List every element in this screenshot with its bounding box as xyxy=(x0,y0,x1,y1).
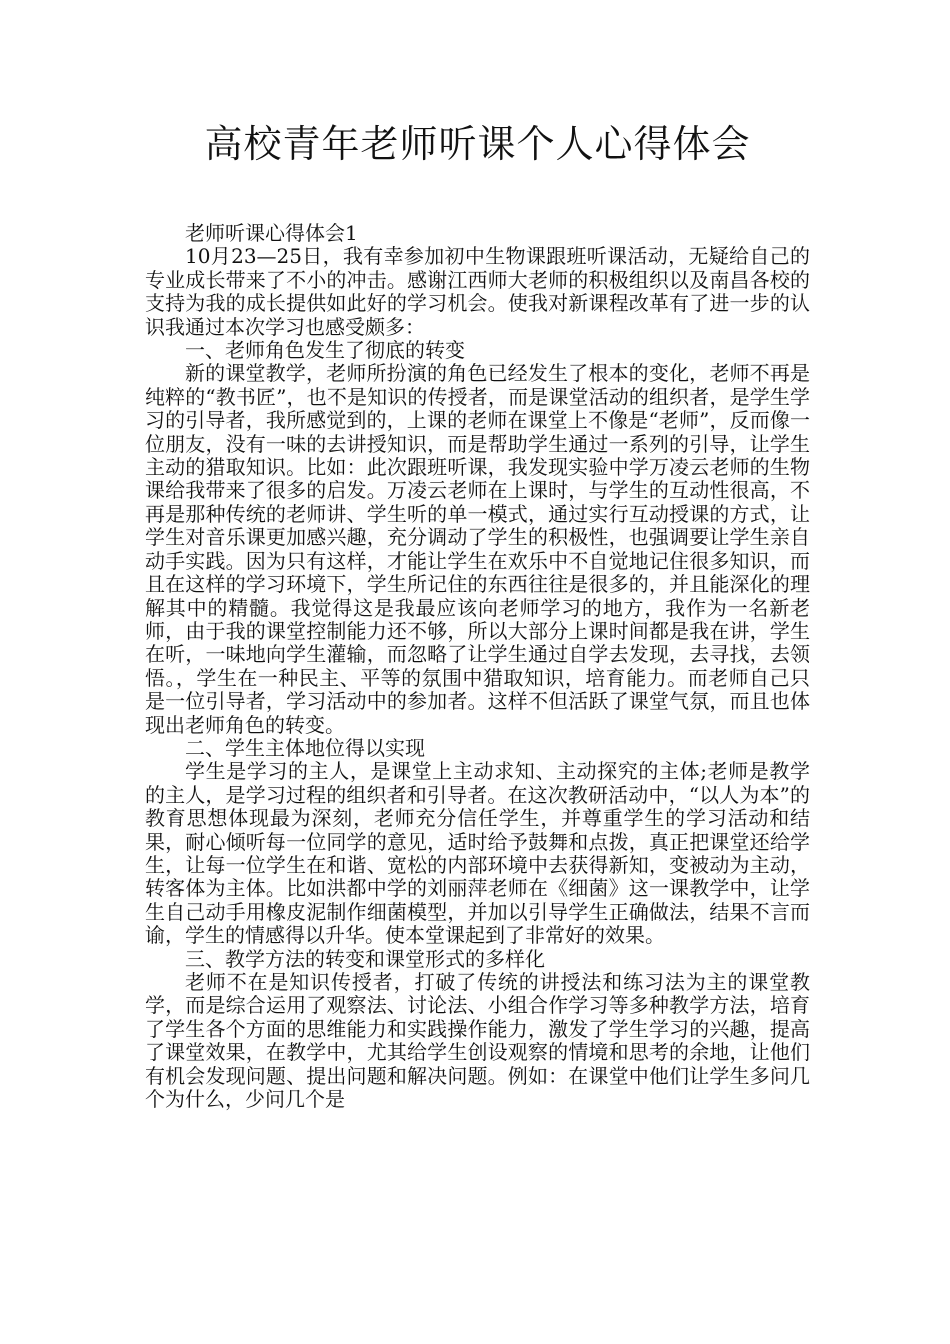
document-title: 高校青年老师听课个人心得体会 xyxy=(204,122,751,166)
subtitle-paragraph: 老师听课心得体会1 xyxy=(185,221,358,245)
document-page xyxy=(145,118,810,1111)
section-heading-3: 三、教学方法的转变和课堂形式的多样化 xyxy=(185,946,545,971)
section-2-paragraph: 学生是学习的主人，是课堂上主动求知、主动探究的主体;老师是教学的主人，是学习过程的组织者和引导者。在这次教研活动中，“以人为本”的教育思想体现最为深刻，老师充分信任学生，并尊重学生的学习活动和结果，耐心倾听每一位同学的意见，适时给予鼓舞和点拨，真正把课堂还给学生，让每一位学生在和谐、宽松的内部环境中去获得新知，变被动为主动，转客体为主体。比如洪都中学的刘丽萍老师在《细菌》这一课教学中，让学生自己动手用橡皮泥制作细菌模型，并加以引导学生正确做法，结果不言而谕，学生的情感得以升华。使本堂课起到了非常好的效果。 xyxy=(145,759,810,948)
document-body xyxy=(145,222,810,1111)
intro-paragraph: 10月23—25日，我有幸参加初中生物课跟班听课活动，无疑给自己的专业成长带来了不小的冲击。感谢江西师大老师的积极组织以及南昌各校的支持为我的成长提供如此好的学习机会。使我对新课程改革有了进一步的认识我通过本次学习也感受颇多： xyxy=(145,244,810,339)
section-3-paragraph: 老师不在是知识传授者，打破了传统的讲授法和练习法为主的课堂教学，而是综合运用了观察法、讨论法、小组合作学习等多种教学方法，培育了学生各个方面的思维能力和实践操作能力，激发了学生学习的兴趣，提高了课堂效果，在教学中，尤其给学生创设观察的情境和思考的余地，让他们有机会发现问题、提出问题和解决问题。例如：在课堂中他们让学生多问几个为什么，少问几个是 xyxy=(145,970,810,1112)
section-heading-1: 一、老师角色发生了彻底的转变 xyxy=(185,338,465,363)
section-heading-2: 二、学生主体地位得以实现 xyxy=(185,735,425,760)
section-1-paragraph: 新的课堂教学，老师所扮演的角色已经发生了根本的变化，老师不再是纯粹的“教书匠”，也不是知识的传授者，而是课堂活动的组织者，是学生学习的引导者，我所感觉到的，上课的老师在课堂上不像是“老师”，反而像一位朋友，没有一味的去讲授知识，而是帮助学生通过一系列的引导，让学生主动的猎取知识。比如：此次跟班听课，我发现实验中学万凌云老师的生物课给我带来了很多的启发。万凌云老师在上课时，与学生的互动性很高，不再是那种传统的老师讲、学生听的单一模式，通过实行互动授课的方式，让学生对音乐课更加感兴趣，充分调动了学生的积极性，也强调要让学生亲自动手实践。因为只有这样，才能让学生在欢乐中不自觉地记住很多知识，而且在这样的学习环境下，学生所记住的东西往往是很多的，并且能深化的理解其中的精髓。我觉得这是我最应该向老师学习的地方，我作为一名新老师，由于我的课堂控制能力还不够，所以大部分上课时间都是我在讲，学生在听，一味地向学生灌输，而忽略了让学生通过自学去发现，去寻找，去领悟。，学生在一种民主、平等的氛围中猎取知识，培育能力。而老师自己只是一位引导者，学习活动中的参加者。这样不但活跃了课堂气氛，而且也体现出老师角色的转变。 xyxy=(145,361,810,737)
